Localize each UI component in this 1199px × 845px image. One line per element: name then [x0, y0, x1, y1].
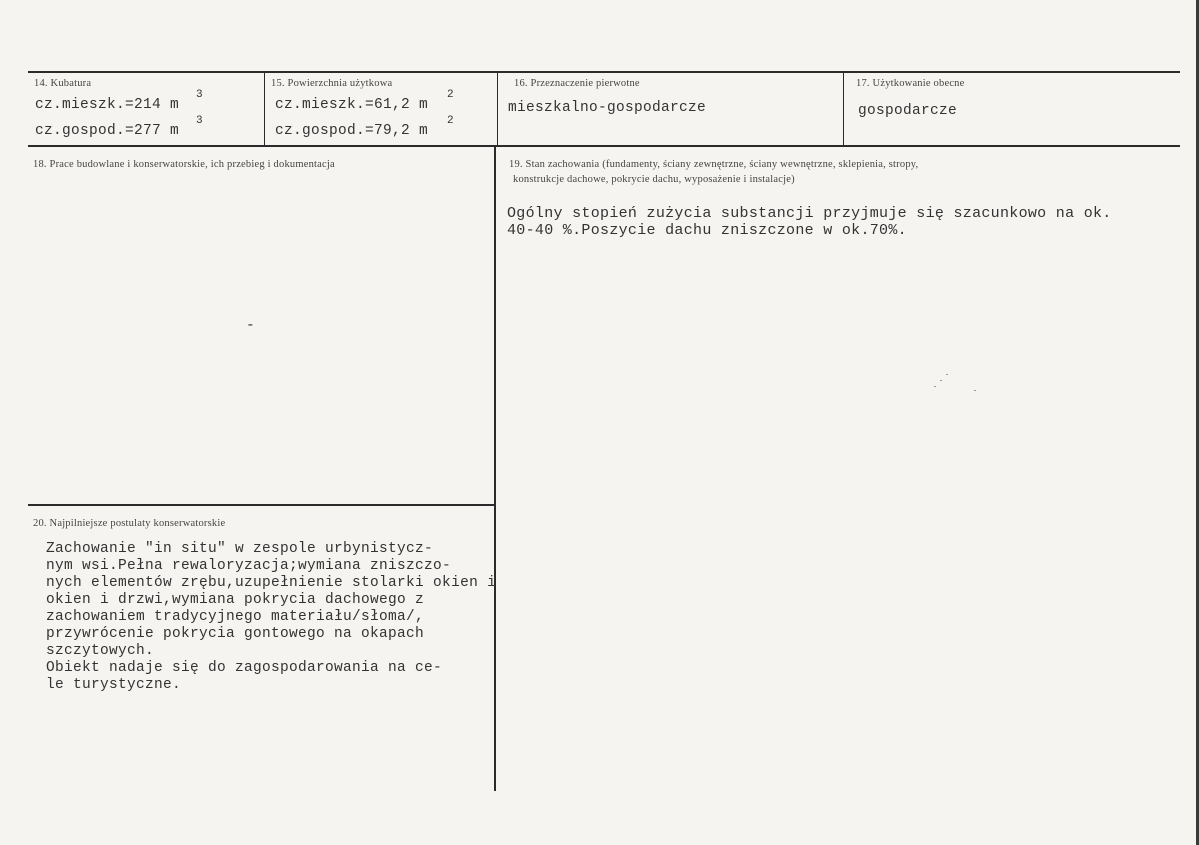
field-14-line2-exponent: 3 [196, 115, 203, 127]
field-14-line1: cz.mieszk.=214 m [35, 97, 180, 113]
field-15-line2-exponent: 2 [447, 115, 454, 127]
field-19-label-line2: konstrukcje dachowe, pokrycie dachu, wyposażenie i instalacje) [513, 174, 795, 185]
main-vertical-divider [494, 146, 496, 791]
field-20-text-line9: le turystyczne. [46, 677, 182, 693]
paper-speck [946, 374, 948, 375]
field-14-label: 14. Kubatura [34, 78, 92, 89]
field-20-label: 20. Najpilniejsze postulaty konserwatorskie [33, 518, 226, 529]
paper-speck [974, 390, 976, 391]
row1-divider-3 [843, 72, 844, 146]
field-20-text-line4: okien i drzwi,wymiana pokrycia dachowego z [46, 592, 425, 608]
field-17-value: gospodarcze [858, 103, 958, 119]
left-panel-divider [28, 504, 495, 506]
field-19-label-line1: 19. Stan zachowania (fundamenty, ściany zewnętrzne, ściany wewnętrzne, sklepienia, stropy, [509, 159, 919, 170]
field-20-text-line5: zachowaniem tradycyjnego materiału/słoma/, [46, 609, 425, 625]
field-20-text-line1: Zachowanie "in situ" w zespole urbynistycz- [46, 541, 434, 557]
paper-speck [934, 386, 936, 387]
row1-divider-2 [497, 72, 498, 146]
top-rule [28, 71, 1180, 73]
field-20-text-line2: nym wsi.Pełna rewaloryzacja;wymiana zniszczo- [46, 558, 452, 574]
field-19-text-line2: 40-40 %.Poszycie dachu zniszczone w ok.70%. [507, 222, 907, 239]
field-20-text-line7: szczytowych. [46, 643, 155, 659]
field-20-text-line6: przywrócenie pokrycia gontowego na okapach [46, 626, 425, 642]
row1-divider-1 [264, 72, 265, 146]
row1-bottom-rule [28, 145, 1180, 147]
field-14-line2: cz.gospod.=277 m [35, 123, 180, 139]
field-16-value: mieszkalno-gospodarcze [508, 100, 707, 116]
field-14-line1-exponent: 3 [196, 89, 203, 101]
field-17-label: 17. Użytkowanie obecne [856, 78, 965, 89]
field-15-line1: cz.mieszk.=61,2 m [275, 97, 429, 113]
field-20-text-line3: nych elementów zrębu,uzupełnienie stolarki okien i [46, 575, 497, 591]
field-15-line2: cz.gospod.=79,2 m [275, 123, 429, 139]
field-15-line1-exponent: 2 [447, 89, 454, 101]
field-20-text-line8: Obiekt nadaje się do zagospodarowania na ce- [46, 660, 443, 676]
paper-speck [940, 380, 942, 381]
field-18-label: 18. Prace budowlane i konserwatorskie, ich przebieg i dokumentacja [33, 159, 335, 170]
field-15-label: 15. Powierzchnia użytkowa [271, 78, 393, 89]
field-18-value: - [246, 318, 256, 334]
field-16-label: 16. Przeznaczenie pierwotne [514, 78, 640, 89]
field-19-text-line1: Ogólny stopień zużycia substancji przyjmuje się szacunkowo na ok. [507, 205, 1112, 222]
